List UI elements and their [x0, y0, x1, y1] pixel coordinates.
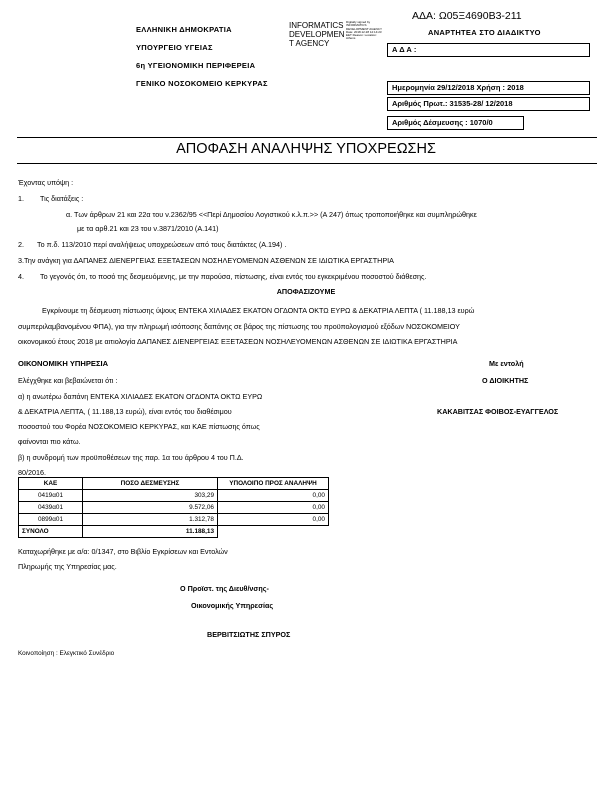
item-1a-continued: με τα αρθ.21 και 23 του ν.3871/2010 (Α.141): [77, 224, 219, 233]
kae-table: [18, 477, 329, 538]
commitment-amount: 9.572,06: [83, 502, 218, 514]
decision-text-line-3: οικονομικού έτους 2018 με αιτιολογία ΔΑΠΑΝΕΣ ΔΙΕΝΕΡΓΕΙΑΣ ΕΞΕΤΑΣΕΩΝ ΝΟΣΗΛΕΥΟΜΕΝΩΝ ΑΣΘΕΝΩΝ ΣΕ ΙΔΙΩΤΙΚΑ ΕΡΓΑΣΤΗΡΙΑ: [18, 337, 458, 346]
registered-line-2: Πληρωμής της Υπηρεσίας μας.: [18, 562, 117, 571]
financial-a-line-3: ποσοστού του Φορέα ΝΟΣΟΚΟΜΕΙΟ ΚΕΡΚΥΡΑΣ, και ΚΑΕ πίστωσης όπως: [18, 422, 260, 431]
financial-checked: Ελέγχθηκε και βεβαιώνεται ότι :: [18, 376, 118, 385]
decision-text-line-2: συμπεριλαμβανομένου ΦΠΑ), για την πληρωμή ισόποσης δαπάνης σε βάρος της πίστωσης του προϋπολογισμού εξόδων ΝΟΣΟΚΟΜΕΙΟΥ: [18, 322, 460, 331]
table-header-row: [19, 478, 329, 490]
digital-signature-info: Digitally signed by INFORMATICS DEVELOPMENT AGENCY Date: 2018.12.28 12:14:23 EET Reason: Location: Athens: [346, 20, 382, 41]
commitment-amount: 1.312,78: [83, 514, 218, 526]
ada-code: ΑΔΑ: Ω05Ξ4690Β3-211: [412, 10, 522, 22]
remaining-amount: 0,00: [218, 514, 329, 526]
total-value: 11.188,13: [83, 526, 218, 538]
kae-code: 0899α01: [19, 514, 83, 526]
head-financial-title-2: Οικονομικής Υπηρεσίας: [191, 601, 274, 610]
item-2-number: 2.: [18, 240, 24, 249]
total-label: ΣΥΝΟΛΟ: [19, 526, 83, 538]
director-name: ΚΑΚΑΒΙΤΣΑΣ ΦΟΙΒΟΣ-ΕΥΑΓΓΕΛΟΣ: [437, 407, 559, 416]
item-1-text: Τις διατάξεις :: [40, 194, 84, 203]
title-rule-top: [17, 137, 597, 138]
financial-service-heading: ΟΙΚΟΝΟΜΙΚΗ ΥΠΗΡΕΣΙΑ: [18, 359, 109, 368]
by-order-label: Με εντολή: [489, 359, 524, 368]
item-1-number: 1.: [18, 194, 24, 203]
item-4-text: Το γεγονός ότι, το ποσό της δεσμευόμενης, με την παρούσα, πίστωσης, είναι εντός του εγκεκριμένου ποσοστού διάθεσης.: [40, 272, 427, 281]
region-name: 6η ΥΓΕΙΟΝΟΜΙΚΗ ΠΕΡΙΦΕΡΕΙΑ: [136, 61, 256, 70]
considering-intro: Έχοντας υπόψη :: [18, 178, 74, 187]
column-header: ΚΑΕ: [19, 478, 83, 490]
commitment-amount: 303,29: [83, 490, 218, 502]
country-name: ΕΛΛΗΝΙΚΗ ΔΗΜΟΚΡΑΤΙΑ: [136, 25, 232, 34]
protocol-box: Αριθμός Πρωτ.: 31535-28/ 12/2018: [387, 97, 590, 111]
head-financial-title-1: Ο Προϊστ. της Διευθ/νσης-: [180, 584, 269, 593]
kae-code: 0419α01: [19, 490, 83, 502]
column-header: ΥΠΟΛΟΙΠΟ ΠΡΟΣ ΑΝΑΛΗΨΗ: [218, 478, 329, 490]
column-header: ΠΟΣΟ ΔΕΣΜΕΥΣΗΣ: [83, 478, 218, 490]
total-empty-cell: [218, 526, 329, 538]
posted-online-label: ΑΝΑΡΤΗΤΕΑ ΣΤΟ ΔΙΑΔΙΚΤΥΟ: [428, 28, 541, 37]
table-row: [19, 490, 329, 502]
remaining-amount: 0,00: [218, 502, 329, 514]
financial-a-line-1: α) η ανωτέρω δαπάνη ΕΝΤΕΚΑ ΧΙΛΙΑΔΕΣ ΕΚΑΤΟΝ ΟΓΔΟΝΤΑ ΟΚΤΩ ΕΥΡΩ: [18, 392, 263, 401]
item-3-text: 3.Την ανάγκη για ΔΑΠΑΝΕΣ ΔΙΕΝΕΡΓΕΙΑΣ ΕΞΕΤΑΣΕΩΝ ΝΟΣΗΛΕΥΟΜΕΝΩΝ ΑΣΘΕΝΩΝ ΣΕ ΙΔΙΩΤΙΚΑ ΕΡΓΑΣΤΗΡΙΑ: [18, 256, 394, 265]
kae-code: 0439α01: [19, 502, 83, 514]
title-rule-bottom: [17, 163, 597, 164]
ada-box: Α Δ Α :: [387, 43, 590, 57]
registered-line-1: Καταχωρήθηκε με α/α: 0/1347, στο Βιβλίο Εγκρίσεων και Εντολών: [18, 547, 228, 556]
table-row: [19, 502, 329, 514]
item-1a-text: α. Των άρθρων 21 και 22α του ν.2362/95 <<Περί Δημοσίου Λογιστικού κ.λ.π.>> (Α 247) όπως τροποποιήθηκε και συμπληρώθηκε: [66, 210, 477, 219]
notification: Κοινοποίηση : Ελεγκτικό Συνέδριο: [18, 650, 115, 657]
financial-b-line-2: 80/2016.: [18, 468, 46, 477]
director-role: Ο ΔΙΟΙΚΗΤΗΣ: [482, 376, 529, 385]
financial-b-line-1: β) η συνδρομή των προϋποθέσεων της παρ. 1α του άρθρου 4 του Π.Δ.: [18, 453, 244, 462]
page-title: ΑΠΟΦΑΣΗ ΑΝΑΛΗΨΗΣ ΥΠΟΧΡΕΩΣΗΣ: [176, 141, 436, 157]
hospital-name: ΓΕΝΙΚΟ ΝΟΣΟΚΟΜΕΙΟ ΚΕΡΚΥΡΑΣ: [136, 79, 268, 88]
head-financial-name: ΒΕΡΒΙΤΣΙΩΤΗΣ ΣΠΥΡΟΣ: [207, 630, 291, 639]
decision-heading: ΑΠΟΦΑΣΙΖΟΥΜΕ: [276, 287, 336, 296]
decision-text-line-1: Εγκρίνουμε τη δέσμευση πίστωσης ύψους ΕΝΤΕΚΑ ΧΙΛΙΑΔΕΣ ΕΚΑΤΟΝ ΟΓΔΟΝΤΑ ΟΚΤΩ ΕΥΡΩ & ΔΕΚΑΤΡΙΑ ΛΕΠΤΑ ( 11.188,13 ευρώ: [42, 306, 475, 315]
commitment-box: Αριθμός Δέσμευσης : 1070/0: [387, 116, 524, 130]
item-2-text: Το π.δ. 113/2010 περί αναλήψεως υποχρεώσεων από τους διατάκτες (Α.194) .: [37, 240, 287, 249]
table-row: [19, 514, 329, 526]
agency-name: INFORMATICS DEVELOPMEN T AGENCY: [289, 21, 345, 48]
financial-a-line-4: φαίνονται πιο κάτω.: [18, 437, 81, 446]
table-total-row: [19, 526, 329, 538]
date-box: Ημερομηνία 29/12/2018 Χρήση : 2018: [387, 81, 590, 95]
financial-a-line-2: & ΔΕΚΑΤΡΙΑ ΛΕΠΤΑ, ( 11.188,13 ευρώ), είναι εντός του διαθέσιμου: [18, 407, 232, 416]
ministry-name: ΥΠΟΥΡΓΕΙΟ ΥΓΕΙΑΣ: [136, 43, 213, 52]
item-4-number: 4.: [18, 272, 24, 281]
remaining-amount: 0,00: [218, 490, 329, 502]
